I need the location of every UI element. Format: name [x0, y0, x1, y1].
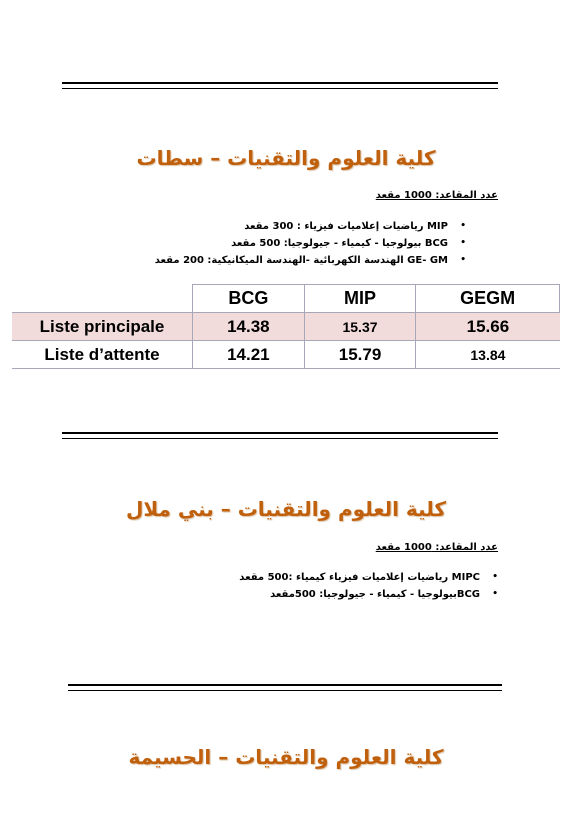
table-row	[12, 313, 560, 341]
table-cell: 14.21	[193, 341, 305, 369]
section-title-beni-mellal: كلية العلوم والتقنيات – بني ملال	[125, 497, 447, 521]
section-divider	[62, 82, 498, 89]
table-row	[12, 341, 560, 369]
list-item: • MIP رياضيات إعلاميات فيزياء : 300 مقعد	[155, 218, 466, 235]
column-header: MIP	[304, 285, 416, 313]
list-item: • BCGبيولوجيا - كيمياء - جيولوجيا: 500مقعد	[239, 586, 498, 603]
threshold-table	[12, 284, 560, 369]
table-cell: 13.84	[416, 341, 560, 369]
header-empty-cell	[12, 285, 193, 313]
list-item: • BCG بيولوجيا - كيمياء - جيولوجيا: 500 مقعد	[155, 235, 466, 252]
seats-count: عدد المقاعد: 1000 مقعد	[375, 190, 498, 201]
seats-count: عدد المقاعد: 1000 مقعد	[375, 542, 498, 553]
table-cell: 15.66	[416, 313, 560, 341]
column-header: BCG	[193, 285, 305, 313]
program-list	[239, 569, 498, 603]
list-item: • GE- GM الهندسة الكهربائية -الهندسة الميكانيكية: 200 مقعد	[155, 252, 466, 269]
table-cell: 14.38	[193, 313, 305, 341]
table-cell: 15.37	[304, 313, 416, 341]
row-label: Liste principale	[12, 313, 193, 341]
section-title-settat: كلية العلوم والتقنيات – سطات	[136, 146, 436, 170]
section-title-al-hoceima: كلية العلوم والتقنيات – الحسيمة	[128, 745, 444, 769]
list-item: • MIPC رياضيات إعلاميات فيزياء كيمياء :500 مقعد	[239, 569, 498, 586]
program-list	[155, 218, 466, 269]
column-header: GEGM	[416, 285, 560, 313]
table-header-row	[12, 285, 560, 313]
section-divider	[68, 684, 502, 691]
table-cell: 15.79	[304, 341, 416, 369]
section-divider	[62, 432, 498, 439]
row-label: Liste d’attente	[12, 341, 193, 369]
